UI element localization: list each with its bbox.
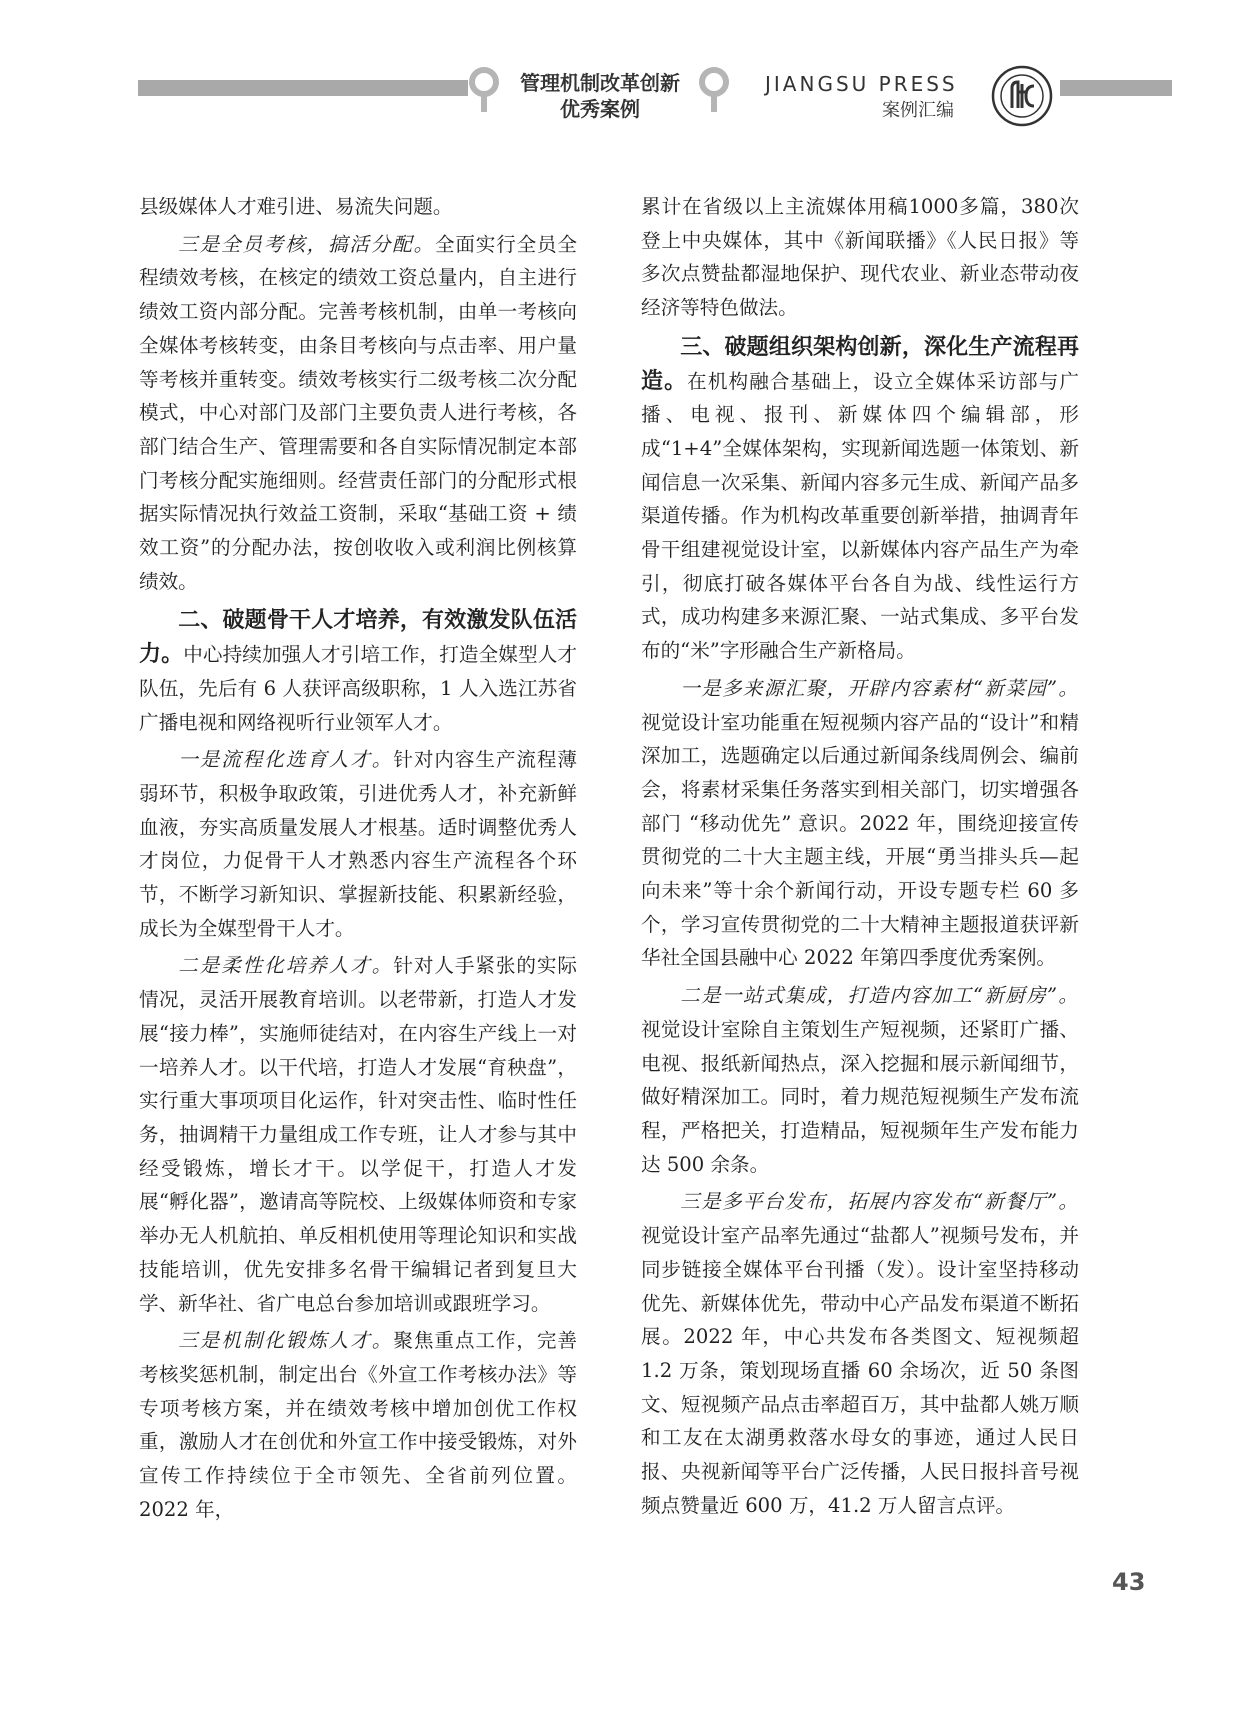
paragraph-lead: 二是一站式集成，打造内容加工“新厨房”。 [680, 984, 1079, 1008]
paragraph: 三是多平台发布，拓展内容发布“新餐厅”。视觉设计室产品率先通过“盐都人”视频号发布，并同步链接全媒体平台刊播（发）。设计室坚持移动优先、新媒体优先，带动中心产品发布渠道不断拓展。2022 年，中心共发布各类图文、短视频超 1.2 万条，策划现场直播 60 余场次，近 50 条图文、短视频产品点击率超百万，其中盐都人姚万顺和工友在太湖勇救落水母女的事迹，通过人民日报、央视新闻等平台广泛传播，人民日报抖音号视频点赞量近 600 万，41.2 万人留言点评。 [641, 1190, 1079, 1517]
paragraph: 县级媒体人才难引进、易流失问题。 [139, 195, 453, 218]
paragraph: 三是机制化锻炼人才。聚焦重点工作，完善考核奖惩机制，制定出台《外宣工作考核办法》等专项考核方案，并在绩效考核中增加创优工作权重，激励人才在创优和外宣工作中接受锻炼，对外宣传工作持续位于全市领先、全省前列位置。2022 年， [139, 1329, 578, 1521]
header-title-line1: 管理机制改革创新 [520, 71, 680, 95]
left-column [139, 190, 577, 1530]
header-bar-left [138, 80, 468, 96]
right-column [641, 190, 1079, 1526]
section-heading: 三、破题组织架构创新，深化生产流程再造。 [641, 334, 1079, 394]
paragraph: 一是多来源汇聚，开辟内容素材“新菜园”。视觉设计室功能重在短视频内容产品的“设计”和精深加工，选题确定以后通过新闻条线周例会、编前会，将素材采集任务落实到相关部门，切实增强各部门 “移动优先” 意识。2022 年，围绕迎接宣传贯彻党的二十大主题主线，开展“勇当排头兵—起向未来”等十余个新闻行动，开设专题专栏 60 多个，学习宣传贯彻党的二十大精神主题报道获评新华社全国县融中心 2022 年第四季度优秀案例。 [641, 676, 1079, 970]
paragraph: 累计在省级以上主流媒体用稿1000多篇，380次登上中央媒体，其中《新闻联播》《人民日报》等多次点赞盐都湿地保护、现代农业、新业态带动夜经济等特色做法。 [641, 195, 1079, 320]
paragraph-lead: 一是多来源汇聚，开辟内容素材“新菜园”。 [680, 676, 1079, 700]
header-title-line2: 优秀案例 [560, 97, 640, 121]
paragraph-lead: 三是全员考核，搞活分配。 [178, 232, 435, 256]
header-title [500, 70, 700, 122]
header-bar-right [1060, 80, 1172, 96]
pin-icon-right [698, 66, 730, 114]
paragraph: 三是全员考核，搞活分配。全面实行全员全程绩效考核，在核定的绩效工资总量内，自主进行绩效工资内部分配。完善考核机制，由单一考核向全媒体考核转变，由条目考核向与点击率、用户量等考核并重转变。绩效考核实行二级考核二次分配模式，中心对部门及部门主要负责人进行考核，各部门结合生产、管理需要和各自实际情况制定本部门考核分配实施细则。经营责任部门的分配形式根据实际情况执行效益工资制，采取“基础工资 + 绩效工资”的分配办法，按创收收入或利润比例核算绩效。 [139, 232, 577, 593]
paragraph-lead: 三是机制化锻炼人才。 [178, 1329, 394, 1353]
brand-chinese: 案例汇编 [882, 100, 954, 121]
paragraph: 二是柔性化培养人才。针对人手紧张的实际情况，灵活开展教育培训。以老带新，打造人才发展“接力棒”，实施师徒结对，在内容生产线上一对一培养人才。以干代培，打造人才发展“育秧盘”，实行重大事项项目化运作，针对突击性、临时性任务，抽调精干力量组成工作专班，让人才参与其中经受锻炼，增长才干。以学促干，打造人才发展“孵化器”，邀请高等院校、上级媒体师资和专家举办无人机航拍、单反相机使用等理论知识和实战技能培训，优先安排多名骨干编辑记者到复旦大学、新华社、省广电总台参加培训或跟班学习。 [139, 954, 578, 1315]
paragraph: 二是一站式集成，打造内容加工“新厨房”。视觉设计室除自主策划生产短视频，还紧盯广播、电视、报纸新闻热点，深入挖掘和展示新闻细节，做好精深加工。同时，着力规范短视频生产发布流程，严格把关，打造精品，短视频年生产发布能力达 500 余条。 [641, 984, 1079, 1176]
section-paragraph: 二、破题骨干人才培养，有效激发队伍活力。中心持续加强人才引培工作，打造全媒型人才队伍，先后有 6 人获评高级职称，1 人入选江苏省广播电视和网络视听行业领军人才。 [139, 608, 577, 734]
paragraph-lead: 三是多平台发布，拓展内容发布“新餐厅”。 [680, 1190, 1079, 1214]
section-paragraph: 三、破题组织架构创新，深化生产流程再造。在机构融合基础上，设立全媒体采访部与广播、电视、报刊、新媒体四个编辑部，形成“1+4”全媒体架构，实现新闻选题一体策划、新闻信息一次采集、新闻内容多元生成、新闻产品多渠道传播。作为机构改革重要创新举措，抽调青年骨干组建视觉设计室，以新媒体内容产品生产为牵引，彻底打破各媒体平台各自为战、线性运行方式，成功构建多来源汇聚、一站式集成、多平台发布的“米”字形融合生产新格局。 [641, 334, 1079, 663]
paragraph-lead: 二是柔性化培养人才。 [178, 954, 394, 978]
paragraph: 一是流程化选育人才。针对内容生产流程薄弱环节，积极争取政策，引进优秀人才，补充新鲜血液，夯实高质量发展人才根基。适时调整优秀人才岗位，力促骨干人才熟悉内容生产流程各个环节，不断学习新知识、掌握新技能、积累新经验，成长为全媒型骨干人才。 [139, 748, 578, 940]
page-number: 43 [1112, 1568, 1146, 1596]
brand-english: JIANGSU PRESS [765, 72, 958, 96]
section-heading: 二、破题骨干人才培养，有效激发队伍活力。 [139, 608, 577, 668]
association-logo-icon [990, 64, 1054, 128]
paragraph-lead: 一是流程化选育人才。 [178, 748, 394, 772]
pin-icon-left [468, 66, 500, 114]
